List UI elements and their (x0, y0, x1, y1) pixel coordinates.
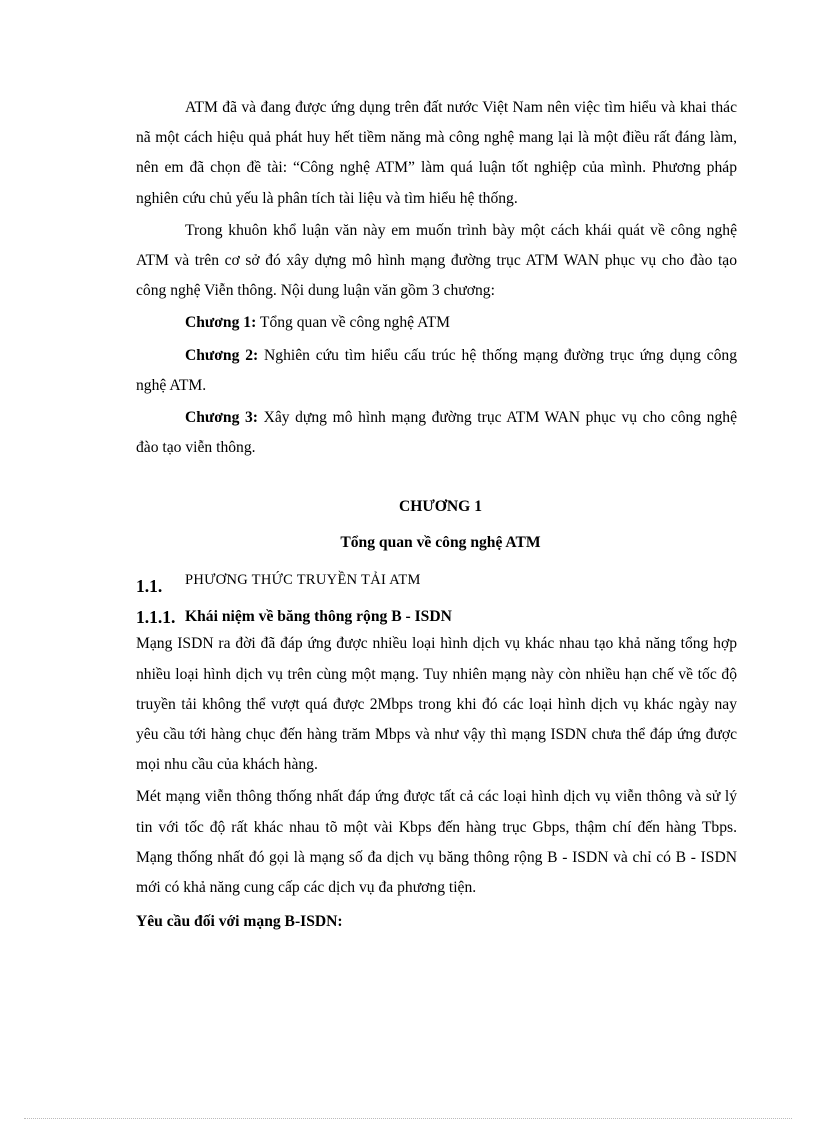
body-paragraph-1: Mạng ISDN ra đời đã đáp ứng được nhiều loại hình dịch vụ khác nhau tạo khả năng tổng hợp nhiều loại hình dịch vụ trên cùng một mạng. Tuy nhiên mạng này còn nhiều hạn chế về tốc độ truyền tải không thể vượt quá được 2Mbps trong khi đó các loại hình dịch vụ khác ngày nay yêu cầu tới hàng chục đến hàng trăm Mbps và như vậy thì mạng ISDN chưa thể đáp ứng được mọi nhu cầu của khách hàng. (136, 635, 737, 774)
requirements-heading: Yêu cầu đối với mạng B-ISDN: (136, 913, 343, 931)
chapter-summary-1 (136, 308, 737, 338)
page-bottom-rule (24, 1118, 792, 1119)
section-heading-1-1-1 (136, 599, 737, 627)
chapter-summary-label: Chương 3: (185, 409, 258, 427)
chapter-summary-text: Tổng quan về công nghệ ATM (256, 314, 451, 332)
subsection-number: 1.1.1. (136, 607, 176, 628)
section-number: 1.1. (136, 576, 163, 597)
intro-paragraph-1: ATM đã và đang được ứng dụng trên đất nước Việt Nam nên việc tìm hiểu và khai thác nã một cách hiệu quả phát huy hết tiềm năng mà công nghệ mang lại là một điều rất đáng làm, nên em đã chọn đề tài: “Công nghệ ATM” làm quá luận tốt nghiệp của mình. Phương pháp nghiên cứu chủ yếu là phân tích tài liệu và tìm hiểu hệ thống. (136, 99, 737, 207)
intro-paragraph-2: Trong khuôn khổ luận văn này em muốn trình bày một cách khái quát về công nghệ ATM và trên cơ sở đó xây dựng mô hình mạng đường trục ATM WAN phục vụ cho đào tạo công nghệ Viễn thông. Nội dung luận văn gồm 3 chương: (136, 221, 737, 300)
chapter-summary-2 (136, 341, 737, 401)
body-paragraph-2: Mét mạng viễn thông thống nhất đáp ứng được tất cả các loại hình dịch vụ viễn thông và sử lý tin với tốc độ rất khác nhau tõ một vài Kbps đến hàng trục Gbps, thậm chí đến hàng Tbps. Mạng thống nhất đó gọi là mạng số đa dịch vụ băng thông rộng B - ISDN và chỉ có B - ISDN mới có khả năng cung cấp các dịch vụ đa phương tiện. (136, 788, 737, 897)
subsection-title: Khái niệm về băng thông rộng B - ISDN (185, 608, 452, 626)
document-page (136, 93, 737, 937)
chapter-summary-label: Chương 2: (185, 346, 259, 364)
chapter-number: CHƯƠNG 1 (398, 498, 483, 516)
chapter-summary-label: Chương 1: (185, 314, 257, 332)
section-title: PHƯƠNG THỨC TRUYỀN TẢI ATM (185, 572, 421, 589)
section-heading-1-1 (136, 565, 737, 597)
chapter-summary-text: Nghiên cứu tìm hiểu cấu trúc hệ thống mạng đường trục ứng dụng công nghệ ATM. (136, 346, 737, 394)
chapter-summary-text: Xây dựng mô hình mạng đường trục ATM WAN phục vụ cho công nghệ đào tạo viễn thông. (136, 409, 737, 457)
chapter-summary-3 (136, 403, 737, 463)
chapter-title: Tổng quan về công nghệ ATM (340, 534, 541, 552)
